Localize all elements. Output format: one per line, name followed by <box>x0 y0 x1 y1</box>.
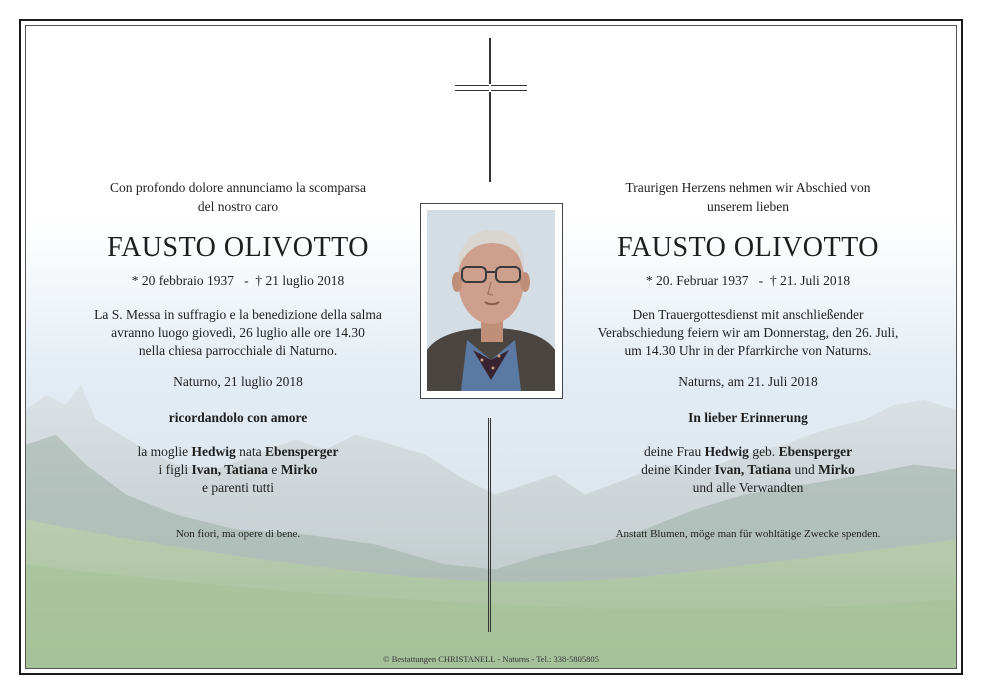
right-family-1b: Hedwig <box>704 444 749 459</box>
left-intro <box>38 178 438 216</box>
right-family-2b: Ivan, Tatiana <box>714 462 792 477</box>
portrait-photo <box>427 210 555 391</box>
left-family-2a: i figli <box>158 462 192 477</box>
left-family-1d: Ebensperger <box>265 444 339 459</box>
left-family <box>38 443 438 497</box>
right-family-1c: geb. <box>748 444 779 459</box>
footer-credit: © Bestattungen CHRISTANELL - Naturns - Tel.: 338-5805805 <box>383 654 599 664</box>
left-note: Non fiori, ma opere di bene. <box>175 528 301 540</box>
right-mass-line2: Verabschiedung feiern wir am Donnerstag, den 26. Juli, <box>597 325 899 340</box>
left-mass-line1: La S. Messa in suffragio e la benedizione della salma <box>94 307 382 322</box>
portrait-illustration <box>427 210 555 391</box>
left-place-date: Naturno, 21 luglio 2018 <box>173 374 303 389</box>
left-family-1c: nata <box>235 444 265 459</box>
left-intro-line2: del nostro caro <box>197 199 279 214</box>
left-family-line3: e parenti tutti <box>202 480 274 495</box>
right-family-line1 <box>548 443 948 461</box>
left-mass-info <box>38 306 438 360</box>
right-place-date: Naturns, am 21. Juli 2018 <box>678 374 818 389</box>
right-deceased-name: FAUSTO OLIVOTTO <box>617 232 879 263</box>
right-family-line3: und alle Verwandten <box>692 480 804 495</box>
left-family-2c: e <box>268 462 281 477</box>
right-family-2d: Mirko <box>818 462 855 477</box>
left-deceased-name: FAUSTO OLIVOTTO <box>107 232 369 263</box>
center-divider-line <box>488 418 491 632</box>
left-family-2d: Mirko <box>280 462 318 477</box>
left-intro-line1: Con profondo dolore annunciamo la scomparsa <box>109 180 367 195</box>
right-mass-line3: um 14.30 Uhr in der Pfarrkirche von Naturns. <box>624 343 872 358</box>
right-intro-line1: Traurigen Herzens nehmen wir Abschied von <box>625 180 871 195</box>
right-intro-line2: unserem lieben <box>706 199 790 214</box>
left-dates: * 20 febbraio 1937 - † 21 luglio 2018 <box>131 273 345 288</box>
right-family-line2 <box>548 461 948 479</box>
left-mass-line3: nella chiesa parrocchiale di Naturno. <box>138 343 338 358</box>
portrait-frame <box>420 203 563 399</box>
left-mass-line2: avranno luogo giovedì, 26 luglio alle ore 14.30 <box>111 325 365 340</box>
left-remembrance: ricordandolo con amore <box>168 410 308 425</box>
right-mass-line1: Den Trauergottesdienst mit anschließender <box>632 307 864 322</box>
cross-icon-junction <box>489 84 491 92</box>
right-family-2a: deine Kinder <box>641 462 715 477</box>
right-intro <box>548 178 948 216</box>
right-remembrance: In lieber Erinnerung <box>688 410 808 425</box>
right-dates: * 20. Februar 1937 - † 21. Juli 2018 <box>645 273 851 288</box>
right-family-1d: Ebensperger <box>778 444 853 459</box>
left-family-line1 <box>38 443 438 461</box>
right-family-2c: und <box>791 462 819 477</box>
cross-icon-vertical <box>489 38 491 182</box>
left-family-2b: Ivan, Tatiana <box>191 462 269 477</box>
right-mass-info <box>548 306 948 360</box>
left-family-line2 <box>38 461 438 479</box>
cross-icon-horizontal <box>455 85 527 91</box>
left-family-1b: Hedwig <box>191 444 236 459</box>
right-family-1a: deine Frau <box>643 444 705 459</box>
right-note: Anstatt Blumen, möge man für wohltätige Zwecke spenden. <box>615 528 881 540</box>
right-family <box>548 443 948 497</box>
left-family-1a: la moglie <box>137 444 192 459</box>
